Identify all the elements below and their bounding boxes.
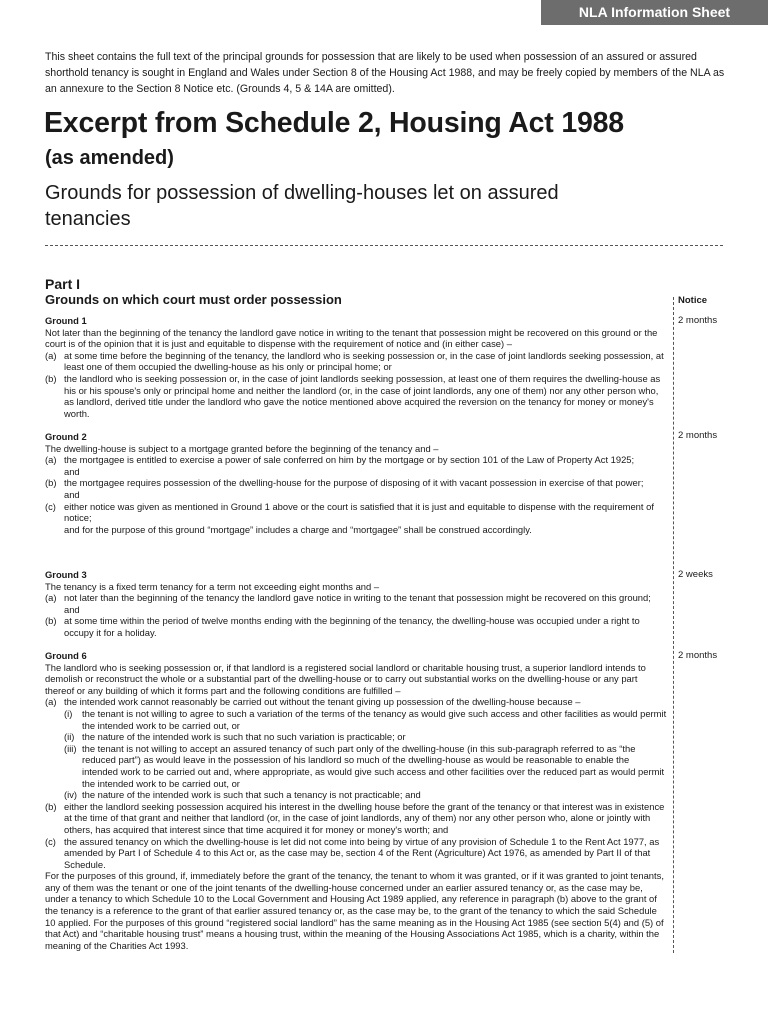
notice-column-divider: [673, 297, 674, 953]
clause-a: (a) the mortgagee is entitled to exercise a power of sale conferred on him by the mortgage or by section 101 of the Law of Property Act 1925;: [45, 454, 635, 466]
clause-c: (c) either notice was given as mentioned in Ground 1 above or the court is satisfied that it is just and equitable to dispense with the requirement of notice;: [45, 500, 654, 524]
ground-title: Ground 2: [45, 431, 87, 442]
ground-title: Ground 3: [45, 569, 87, 580]
ground-text: Not later than the beginning of the tenancy the landlord gave notice in writing to the tenant that possession might be recovered on this ground or the court is of the opinion that it is just and equitable to dispense with the requirement of notice and (in either case) –: [45, 326, 658, 350]
info-sheet-tag: NLA Information Sheet: [541, 0, 768, 25]
page-subtitle: (as amended): [45, 147, 174, 169]
clause-a: (a) not later than the beginning of the tenancy the landlord gave notice in writing to the tenant that possession might be recovered on this ground; and: [45, 592, 651, 615]
subclause-iv: (iv) the nature of the intended work is such that such a tenancy is not practicable; and: [64, 789, 421, 801]
clause-a: (a) at some time before the beginning of the tenancy, the landlord who is seeking possession or, in the case of joint landlords seeking possession, at least one of them occupied the dwelling-house as his only or principal home; or: [45, 349, 664, 373]
ground-title: Ground 6: [45, 650, 87, 661]
conjunction: and: [64, 488, 80, 500]
part-title: Grounds on which court must order possession: [45, 292, 342, 307]
ground-2: [45, 431, 667, 535]
dashed-divider: [45, 245, 723, 246]
ground-3: [45, 569, 667, 639]
ground-tail: For the purposes of this ground, if, immediately before the grant of the tenancy, the tenant to whom it was granted, or if it was granted to joint tenants, any of them was the tenant or one of the joint tenants of the dwelling-house concerned under an earlier assured tenancy or, as the case may be, under a tenancy to which Schedule 10 to the Local Government and Housing Act 1989 applied, any reference in paragraph (b) above to the grant of the tenancy is a reference to the grant of that earlier assured tenancy or, as the case may be, to the grant of the tenancy to which the said Schedule 10 applied. For the purposes of this ground “registered social landlord” has the same meaning as in the Housing Act 1985 (see section 5(4) and (5) of that Act) and “charitable housing trust” means a housing trust, within the meaning of the Housing Associations Act 1985, which is a charity, within the meaning of the Charities Act 1993.: [45, 870, 664, 951]
ground-3-notice: 2 weeks: [678, 569, 713, 580]
ground-text: The tenancy is a fixed term tenancy for a term not exceeding eight months and –: [45, 580, 380, 592]
ground-2-notice: 2 months: [678, 430, 718, 441]
clause-b: (b) the landlord who is seeking possession or, in the case of joint landlords seeking possession, at least one of them requires the dwelling-house as his or his spouse's only or principal home and neither the landlord (or, in the case of joint landlords, any one of them) nor any other person who, as landlord, derived title under the landlord who gave the notice mentioned above acquired the reversion on the tenancy for money or money's worth.: [45, 372, 661, 419]
ground-tail: and for the purpose of this ground “mortgage” includes a charge and “mortgagee” shall be construed accordingly.: [64, 523, 532, 535]
subclause-iii: (iii) the tenant is not willing to accept an assured tenancy of such part only of the dwelling-house (in this sub-paragraph referred to as “the reduced part”) as would leave in the possession of his landlord so much of the dwelling-house as would be reasonable to enable the intended work to be carried out and, where appropriate, as would give such access and other facilities over the reduced part as would permit the intended work to be carried out, or: [64, 742, 665, 789]
clause-a: (a) the intended work cannot reasonably be carried out without the tenant giving up possession of the dwelling-house because –: [45, 696, 581, 708]
subclause-ii: (ii) the nature of the intended work is such that no such variation is practicable; or: [64, 731, 406, 743]
clause-b: (b) either the landlord seeking possession acquired his interest in the dwelling house before the grant of the tenancy or that interest was in existence at the time of that grant and neither that landlord (or, in the case of joint landlords, any of them) nor any other person who, alone or jointly with others, has acquired that interest since that time acquired it for money or money's worth; and: [45, 800, 665, 835]
ground-text: The landlord who is seeking possession or, if that landlord is a registered social landlord or charitable housing trust, a superior landlord intends to demolish or reconstruct the whole or a substantial part of the dwelling-house or to carry out substantial works on the dwelling-house or any part thereof or any building of which it forms part and the following conditions are fulfilled –: [45, 661, 646, 696]
page-title: Excerpt from Schedule 2, Housing Act 1988: [44, 107, 624, 139]
ground-1-notice: 2 months: [678, 315, 718, 326]
conjunction: and: [64, 465, 80, 477]
ground-1: [45, 315, 667, 419]
ground-text: The dwelling-house is subject to a mortgage granted before the beginning of the tenancy and –: [45, 442, 439, 454]
clause-c: (c) the assured tenancy on which the dwelling-house is let did not come into being by virtue of any provision of Schedule 1 to the Rent Act 1977, as amended by Part I of Schedule 4 to this Act or, as the case may be, section 4 of the Rent (Agriculture) Act 1976, as amended by Part II of that Schedule.: [45, 835, 660, 870]
subclause-i: (i) the tenant is not willing to agree to such a variation of the terms of the tenancy as would give such access and other facilities as would permit the intended work to be carried out, or: [64, 707, 667, 731]
notice-column-header: Notice: [678, 295, 708, 306]
clause-b: (b) the mortgagee requires possession of the dwelling-house for the purpose of disposing of it with vacant possession in exercise of that power;: [45, 477, 644, 489]
part-label: Part I: [45, 276, 81, 292]
ground-6: [45, 650, 667, 951]
section-heading: Grounds for possession of dwelling-houses let on assured tenancies: [45, 182, 559, 230]
ground-title: Ground 1: [45, 315, 87, 326]
clause-b: (b) at some time within the period of twelve months ending with the beginning of the tenancy, the dwelling-house was occupied under a right to occupy it for a holiday.: [45, 615, 640, 638]
intro-paragraph: This sheet contains the full text of the principal grounds for possession that are likely to be used when possession of an assured or assured shorthold tenancy is sought in England and Wales under Section 8 of the Housing Act 1988, and may be freely copied by members of the NLA as an annexure to the Section 8 Notice etc. (Grounds 4, 5 & 14A are omitted).: [45, 51, 725, 95]
ground-6-notice: 2 months: [678, 650, 718, 661]
